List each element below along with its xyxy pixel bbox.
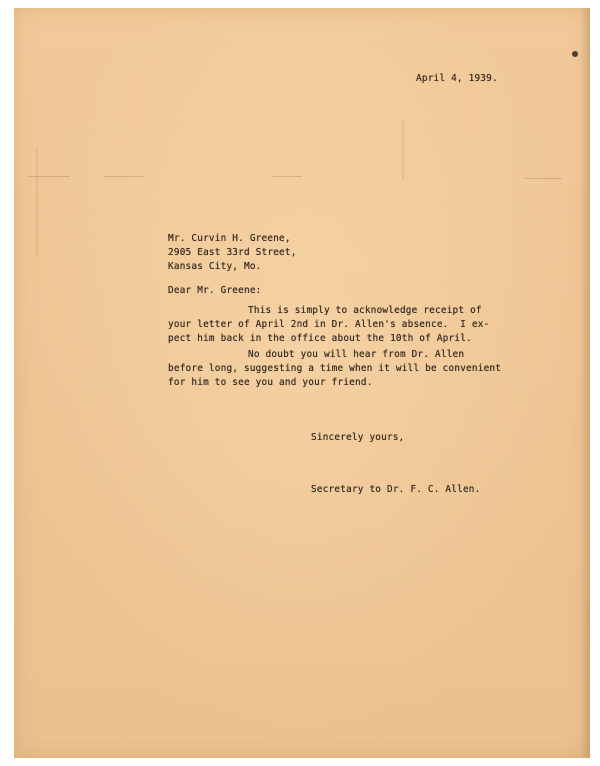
faint-mark — [36, 148, 38, 258]
page-edge-shadow — [580, 8, 590, 758]
punch-hole-mark — [572, 51, 578, 57]
recipient-city: Kansas City, Mo. — [168, 261, 262, 272]
recipient-name: Mr. Curvin H. Greene, — [168, 233, 291, 244]
paragraph-2-line-2: before long, suggesting a time when it will be convenient — [168, 363, 502, 374]
paragraph-1-line-3: pect him back in the office about the 10th of April. — [168, 333, 472, 344]
faint-mark — [272, 176, 302, 177]
faint-mark — [524, 178, 562, 179]
faint-mark — [28, 176, 70, 177]
recipient-street: 2905 East 33rd Street, — [168, 247, 297, 258]
paragraph-2-line-3: for him to see you and your friend. — [168, 377, 373, 388]
letter-page — [14, 8, 590, 758]
paragraph-1-line-2: your letter of April 2nd in Dr. Allen's absence. I ex- — [168, 319, 490, 330]
closing: Sincerely yours, — [311, 432, 405, 443]
faint-mark — [104, 176, 144, 177]
faint-mark — [402, 120, 404, 180]
paragraph-1-line-1: This is simply to acknowledge receipt of — [248, 305, 482, 316]
letter-date: April 4, 1939. — [416, 73, 498, 84]
signature-line: Secretary to Dr. F. C. Allen. — [311, 484, 481, 495]
paragraph-2-line-1: No doubt you will hear from Dr. Allen — [248, 349, 465, 360]
salutation: Dear Mr. Greene: — [168, 285, 262, 296]
